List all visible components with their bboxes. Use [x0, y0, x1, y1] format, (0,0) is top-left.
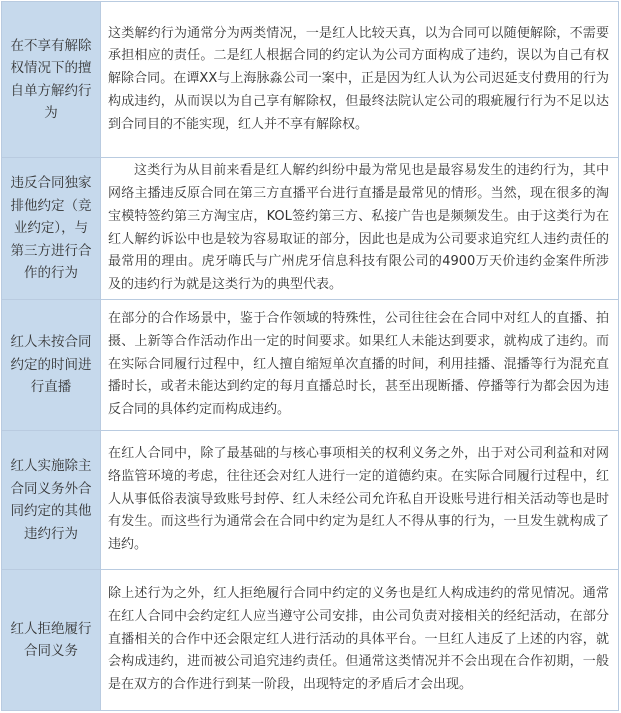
row-description-text: 除上述行为之外，红人拒绝履行合同中约定的义务也是红人构成违约的常见情况。通常在红人合同中会约定红人应当遵守公司安排，由公司负责对接相关的经纪活动，在部分直播相关的合作中还会限定红人进行活动的具体平台。一旦红人违反了上述的内容，就会构成违约，进而被公司追究违约责任。但通常这类情况并不会出现在合作初期，一般是在双方的合作进行到某一阶段，出现特定的矛盾后才会出现。	[108, 586, 609, 693]
row-description	[101, 2, 619, 158]
table-row	[2, 2, 619, 158]
row-description	[101, 300, 619, 431]
row-description-text: 在部分的合作场景中，鉴于合作领域的特殊性，公司往往会在合同中对红人的直播、拍摄、上新等合作活动作出一定的时间要求。如果红人未能达到要求，就构成了违约。而在实际合同履行过程中，红人擅自缩短单次直播的时间，利用挂播、混播等行为混充直播时长，或者未能达到约定的每月直播总时长，甚至出现断播、停播等行为都会因为违反合同的具体约定而构成违约。	[108, 311, 609, 418]
row-label-exclusivity-breach: 违反合同独家排他约定（竞业约定），与第三方进行合作的行为	[2, 158, 101, 300]
row-label-livestream-time: 红人未按合同约定的时间进行直播	[2, 300, 101, 431]
table-row	[2, 431, 619, 570]
table-row	[2, 300, 619, 431]
violation-types-table	[1, 1, 619, 711]
row-description-text: 这类行为从目前来看是红人解约纠纷中最为常见也是最容易发生的违约行为，其中网络主播违反原合同在第三方直播平台进行直播是最常见的情形。当然，现在很多的淘宝模特签约第三方淘宝店，KOL签约第三方、私接广告也是频频发生。由于这类行为在红人解约诉讼中也是较为容易取证的部分，因此也是成为公司要求追究红人违约责任的最常用的理由。虎牙嗨氏与广州虎牙信息科技有限公司的4900万天价违约金案件所涉及的违约行为就是这类行为的典型代表。	[108, 163, 609, 292]
row-description	[101, 431, 619, 570]
row-description	[101, 158, 619, 300]
row-label-other-violations: 红人实施除主合同义务外合同约定的其他违约行为	[2, 431, 101, 570]
row-description-text: 这类解约行为通常分为两类情况，一是红人比较天真，以为合同可以随便解除，不需要承担相应的责任。二是红人根据合同的约定认为公司方面构成了违约，误以为自己有权解除合同。在谭XX与上海脉淼公司一案中，正是因为红人认为公司迟延支付费用的行为构成违约，从而误以为自己享有解除权，但最终法院认定公司的瑕疵履行行为不足以达到合同目的不能实现，红人并不享有解除权。	[108, 25, 609, 132]
row-label-unilateral-termination: 在不享有解除权情况下的擅自单方解约行为	[2, 2, 101, 158]
row-description-text: 在红人合同中，除了最基础的与核心事项相关的权利义务之外，出于对公司利益和对网络监管环境的考虑，往往还会对红人进行一定的道德约束。在实际合同履行过程中，红人从事低俗表演导致账号封停、红人未经公司允许私自开设账号进行相关活动等也是时有发生。而这些行为通常会在合同中约定为是红人不得从事的行为，一旦发生就构成了违约。	[108, 446, 609, 553]
row-label-refusal-to-perform: 红人拒绝履行合同义务	[2, 570, 101, 711]
row-description	[101, 570, 619, 711]
table-row	[2, 570, 619, 711]
table-row	[2, 158, 619, 300]
